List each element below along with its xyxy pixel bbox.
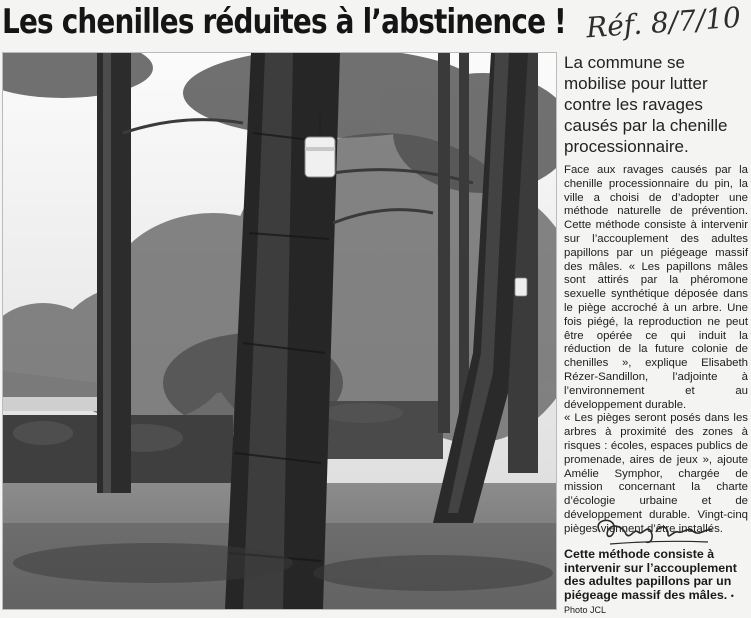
handwritten-reference-note: Réf. 8/7/10 [585,0,742,45]
article-paragraph: Face aux ravages causés par la chenille processionnaire du pin, la ville a choisi de d’adopter une méthode naturelle de prévention. Cette méthode consiste à intervenir sur l’accouplement des adultes papillons par un piégeage massif des mâles. « Les papillons mâles sont attirés par la phéromone sexuelle synthétique déposée dans le piège accroché à un arbre. Une fois piégé, la reproduction ne peut être opérée ce qui induit la réduction de la future colonie de chenilles », explique Elisabeth Rézer-Sandillon, l’adjointe à l’environnement et au développement durable. [564,164,748,411]
author-signature [590,510,720,550]
signature-scribble [590,510,720,550]
article-photo [2,52,557,610]
article-paragraph: « Les pièges seront posés dans les arbres à proximité des zones à risques : écoles, espaces publics de promenade, aires de jeux », ajoute Amélie Symphor, chargée de mission concernant la charte d’écologie urbaine et de développement durable. Vingt-cinq pièges viennent d’être installés. [564,412,748,535]
photo-caption [564,548,750,618]
article-headline: Les chenilles réduites à l’abstinence ! [2,2,566,42]
pine-trees-photo-illustration [3,53,556,609]
caption-text: Cette méthode consiste à intervenir sur l’accouplement des adultes papillons par un piégeage massif des mâles. [564,547,737,602]
article-lead: La commune se mobilise pour lutter contre les ravages causés par la chenille processionnaire. [564,53,728,156]
photo-credit: • Photo JCL [564,590,734,616]
article-body [564,164,748,537]
